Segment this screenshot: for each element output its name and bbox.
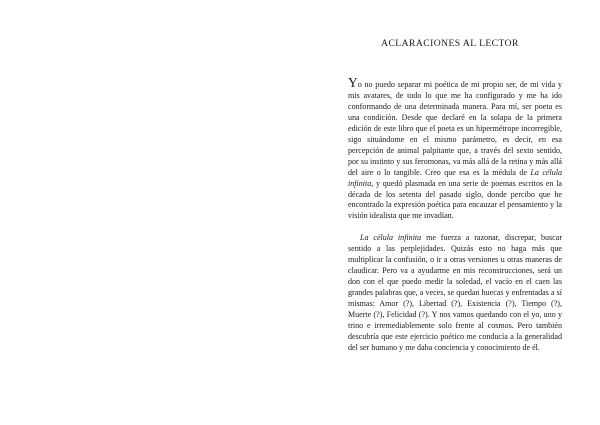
book-title-italic: La célula infinita — [348, 167, 562, 188]
paragraph-1-run-1: o no puedo separar mi poética de mi propio ser, de mi vida y mis avatares, de todo lo que me ha configurado y me ha ido conformando de una determinada manera. Para mí, ser poeta es una condición. Desde que declaré en la solapa de la primera edición de este libro que el poeta es un hipermétrope incorregible, sigo situándome en el mismo parámetro, es decir, en esa percepción de animal palpitante que, a través del sexto sentido, por su instinto y sus feromonas, va más allá de la retina y más allá del aire o lo tangible. Creo que esa es la médula de — [348, 80, 562, 177]
drop-cap: Y — [348, 75, 358, 90]
right-page — [300, 0, 600, 425]
paragraph-2-run-1: me fuerza a razonar, discrepar, buscar sentido a las perplejidades. Quizás esto no haga más que multiplicar la confusión, o ir a otras versiones u otras maneras de claudicar. Pero va a ayudarme en mis reconstrucciones, será un don con el que puedo medir la soledad, el vacío en el caen las grandes palabras que, a veces, se quedan huecas y enfrentadas a sí mismas: Amor (?), Libertad (?), Existencia (?), Tiempo (?), Muerte (?), Felicidad (?). Y nos vamos quedando con el yo, uno y trino e irremediablemente solo frente al cosmos. Pero también descubría que este ejercicio poético me conducía a la generalidad del ser humano y me daba conciencia y conocimiento de él. — [348, 233, 562, 352]
paragraph-2 — [348, 233, 562, 353]
paragraph-1-run-3: , y quedó plasmada en una serie de poemas escritos en la década de los setenta del pasado siglo, donde percibo que he encontrado la expresión poética para encauzar el pensamiento y la visión idealista que me invadían. — [348, 178, 562, 221]
body-text — [348, 75, 562, 354]
paragraph-1 — [348, 75, 562, 222]
book-title-italic: La célula infinita — [360, 233, 422, 243]
chapter-title: ACLARACIONES AL LECTOR — [381, 38, 519, 49]
